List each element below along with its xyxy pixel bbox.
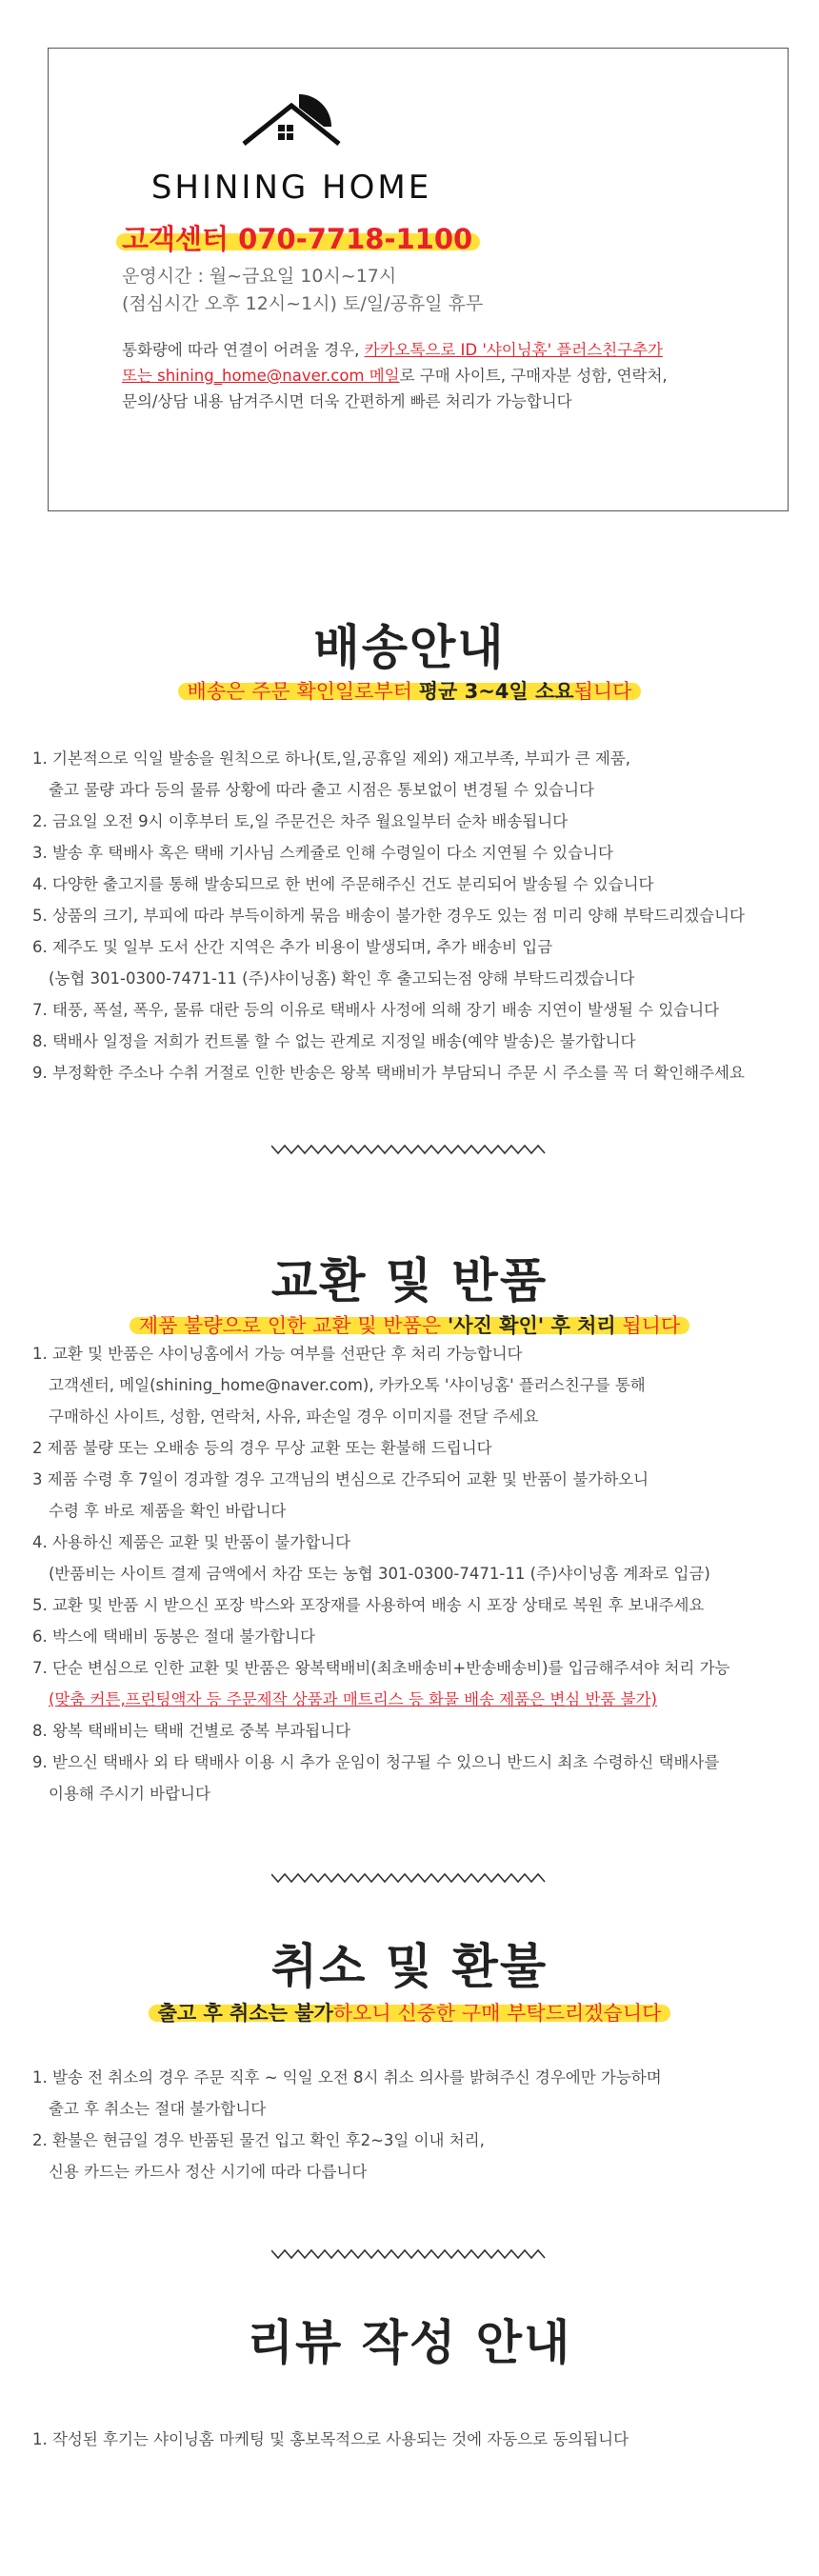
notice-text: 로 구매 사이트, 구매자분 성함, 연락처, — [399, 367, 668, 385]
list-item: 7. 태풍, 폭설, 폭우, 물류 대란 등의 이유로 택배사 사정에 의해 장기 배송 지연이 발생될 수 있습니다 — [32, 1001, 720, 1019]
list-item: 9. 받으신 택배사 외 타 택배사 이용 시 추가 운임이 청구될 수 있으니 반드시 최초 수령하신 택배사를 — [32, 1753, 720, 1771]
list-item: (농협 301-0300-7471-11 (주)샤이닝홈) 확인 후 출고되는점 양해 부탁드리겠습니다 — [49, 969, 635, 988]
list-item: 7. 단순 변심으로 인한 교환 및 반품은 왕복택배비(최초배송비+반송배송비)를 입금해주셔야 처리 가능 — [32, 1659, 730, 1677]
list-item: (반품비는 사이트 결제 금액에서 차감 또는 농협 301-0300-7471-11 (주)샤이닝홈 계좌로 입금) — [49, 1565, 710, 1583]
list-item: 4. 사용하신 제품은 교환 및 반품이 불가합니다 — [32, 1533, 351, 1551]
zigzag-divider — [271, 2247, 548, 2261]
list-item: 3. 발송 후 택배사 혹은 택배 기사님 스케쥴로 인해 수령일이 다소 지연될 수 있습니다 — [32, 844, 613, 862]
operating-hours — [122, 263, 483, 318]
hours-line-2: (점심시간 오후 12시~1시) 토/일/공휴일 휴무 — [122, 293, 484, 314]
list-item: 2 제품 불량 또는 오배송 등의 경우 무상 교환 또는 환불해 드립니다 — [32, 1439, 492, 1457]
list-item: 2. 환불은 현금일 경우 반품된 물건 입고 확인 후2~3일 이내 처리, — [32, 2131, 485, 2149]
customer-center-line — [122, 218, 472, 257]
zigzag-divider — [271, 1871, 548, 1885]
house-logo-icon — [225, 87, 358, 163]
list-item: 고객센터, 메일(shining_home@naver.com), 카카오톡 '샤이닝홈' 플러스친구를 통해 — [49, 1376, 646, 1394]
kakao-id-link[interactable]: 카카오톡으로 ID '샤이닝홈' 플러스친구추가 — [364, 341, 663, 359]
customer-center-phone[interactable]: 070-7718-1100 — [238, 223, 473, 255]
notice-text: 통화량에 따라 연결이 어려울 경우, — [122, 341, 365, 359]
list-item: 수령 후 바로 제품을 확인 바랍니다 — [49, 1502, 287, 1520]
exchange-list — [32, 1338, 794, 1809]
list-item: 6. 제주도 및 일부 도서 산간 지역은 추가 비용이 발생되며, 추가 배송비 입금 — [32, 938, 553, 956]
shipping-list — [32, 743, 794, 1088]
notice-text: 문의/상담 내용 남겨주시면 더욱 간편하게 빠른 처리가 가능합니다 — [122, 392, 572, 410]
list-item: 6. 박스에 택배비 동봉은 절대 불가합니다 — [32, 1627, 315, 1646]
cancel-subtitle: 출고 후 취소는 불가하오니 신중한 구매 부탁드리겠습니다 — [0, 1998, 819, 2027]
shipping-subtitle: 배송은 주문 확인일로부터 평균 3~4일 소요됩니다 — [0, 676, 819, 705]
list-item: (맞춤 커튼,프린팅액자 등 주문제작 상품과 매트리스 등 화물 배송 제품은 변심 반품 불가) — [49, 1690, 657, 1708]
list-item: 5. 상품의 크기, 부피에 따라 부득이하게 묶음 배송이 불가한 경우도 있는 점 미리 양해 부탁드리겠습니다 — [32, 907, 745, 925]
contact-notice — [122, 337, 769, 414]
zigzag-divider — [271, 1143, 548, 1156]
list-item: 구매하신 사이트, 성함, 연락처, 사유, 파손일 경우 이미지를 전달 주세요 — [49, 1408, 539, 1426]
exchange-subtitle-text: 제품 불량으로 인한 교환 및 반품은 '사진 확인' 후 처리 됩니다 — [0, 1274, 819, 1339]
list-item: 출고 후 취소는 절대 불가합니다 — [49, 2100, 267, 2118]
shipping-title: 배송안내 — [313, 620, 506, 675]
review-list — [32, 2424, 794, 2455]
logo-text: SHINING HOME — [150, 169, 432, 207]
cancel-title: 취소 및 환불 — [270, 1939, 549, 1994]
list-item: 8. 왕복 택배비는 택배 건별로 중복 부과됩니다 — [32, 1722, 351, 1740]
list-item: 1. 작성된 후기는 샤이닝홈 마케팅 및 홍보목적으로 사용되는 것에 자동으로 동의됩니다 — [32, 2430, 629, 2448]
cancel-list — [32, 2062, 794, 2187]
list-item: 9. 부정확한 주소나 수취 거절로 인한 반송은 왕복 택배비가 부담되니 주문 시 주소를 꼭 더 확인해주세요 — [32, 1064, 745, 1082]
hours-line-1: 운영시간 : 월~금요일 10시~17시 — [122, 266, 397, 287]
list-item: 이용해 주시기 바랍니다 — [49, 1785, 210, 1803]
list-item: 출고 물량 과다 등의 물류 상황에 따라 출고 시점은 통보없이 변경될 수 있습니다 — [49, 781, 594, 799]
review-title: 리뷰 작성 안내 — [247, 2315, 572, 2370]
list-item: 5. 교환 및 반품 시 받으신 포장 박스와 포장재를 사용하여 배송 시 포장 상태로 복원 후 보내주세요 — [32, 1596, 705, 1614]
list-item: 1. 기본적으로 익일 발송을 원칙으로 하나(토,일,공휴일 제외) 재고부족, 부피가 큰 제품, — [32, 749, 631, 768]
list-item: 4. 다양한 출고지를 통해 발송되므로 한 번에 주문해주신 건도 분리되어 발송될 수 있습니다 — [32, 875, 654, 893]
contact-box — [48, 48, 789, 511]
list-item: 8. 택배사 일정을 저희가 컨트롤 할 수 없는 관계로 지정일 배송(예약 발송)은 불가합니다 — [32, 1032, 636, 1050]
brand-logo — [130, 87, 453, 207]
list-item: 3 제품 수령 후 7일이 경과할 경우 고객님의 변심으로 간주되어 교환 및 반품이 불가하오니 — [32, 1470, 649, 1488]
customer-center-label: 고객센터 — [122, 223, 230, 255]
exchange-title: 교환 및 반품 — [270, 1253, 549, 1308]
email-link[interactable]: 또는 shining_home@naver.com 메일 — [122, 367, 400, 385]
list-item: 1. 발송 전 취소의 경우 주문 직후 ~ 익일 오전 8시 취소 의사를 밝혀주신 경우에만 가능하며 — [32, 2068, 662, 2087]
list-item: 신용 카드는 카드사 정산 시기에 따라 다릅니다 — [49, 2163, 368, 2181]
list-item: 1. 교환 및 반품은 샤이닝홈에서 가능 여부를 선판단 후 처리 가능합니다 — [32, 1345, 523, 1363]
list-item: 2. 금요일 오전 9시 이후부터 토,일 주문건은 차주 월요일부터 순차 배송됩니다 — [32, 812, 569, 830]
